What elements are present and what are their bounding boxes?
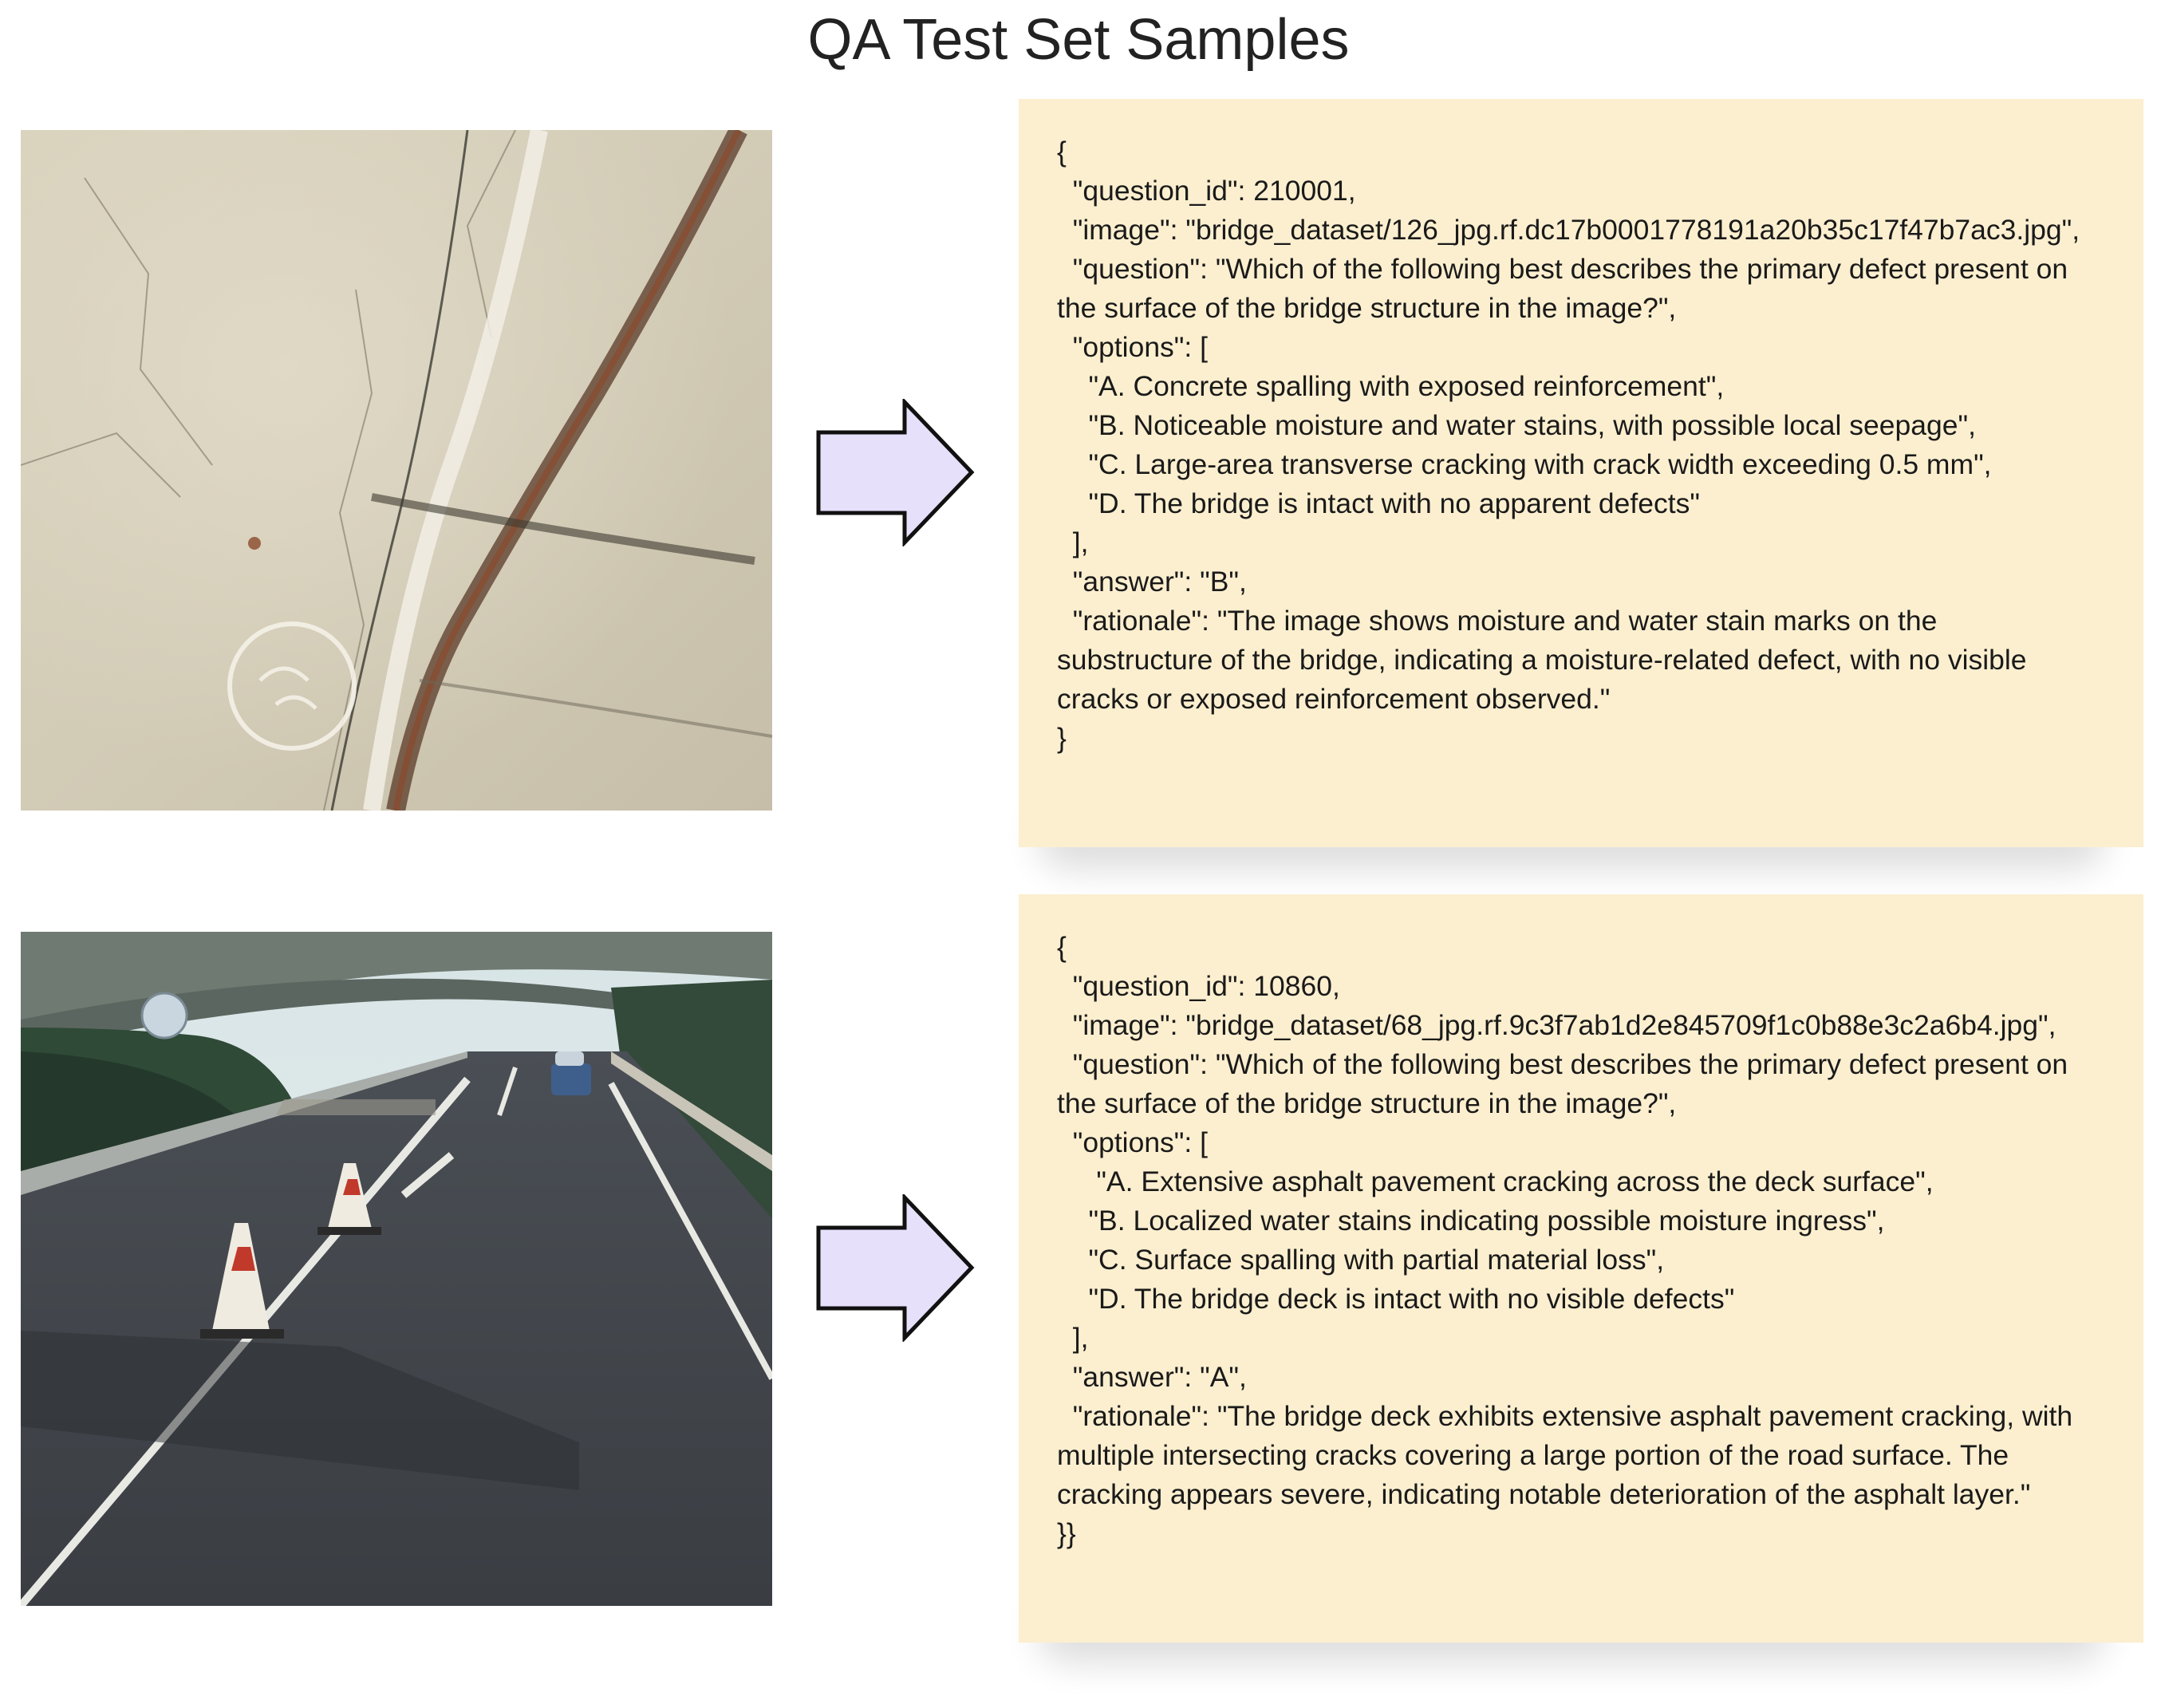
right-arrow-icon: [815, 399, 975, 546]
qa-sample-card-2: [1019, 894, 2143, 1643]
sample-2-photo: [21, 932, 772, 1606]
qa-json-text: { "question_id": 10860, "image": "bridge_dataset/68_jpg.rf.9c3f7ab1d2e845709f1c0b88e3c2a6b4.jpg", "question": "Which of the following best describes the primary defect present on the surface of the bridge structure in the image?", "options": [ "A. Extensive asphalt pavement cracking across the deck surface", "B. Localized water stains indicating possible moisture ingress", "C. Surface spalling with partial material loss", "D. The bridge deck is intact with no visible defects" ], "answer": "A", "rationale": "The bridge deck exhibits extensive asphalt pavement cracking, with multiple intersecting cracks covering a large portion of the road surface. The cracking appears severe, indicating notable deterioration of the asphalt layer." }}: [1057, 931, 2073, 1549]
arrow-shape: [818, 402, 972, 542]
page-title: QA Test Set Samples: [807, 8, 1350, 72]
qa-json-text: { "question_id": 210001, "image": "bridge_dataset/126_jpg.rf.dc17b0001778191a20b35c17f47b7ac3.jpg", "question": "Which of the following best describes the primary defect present on the surface of the bridge structure in the image?", "options": [ "A. Concrete spalling with exposed reinforcement", "B. Noticeable moisture and water stains, with possible local seepage", "C. Large-area transverse cracking with crack width exceeding 0.5 mm", "D. The bridge is intact with no apparent defects" ], "answer": "B", "rationale": "The image shows moisture and water stain marks on the substructure of the bridge, indicating a moisture-related defect, with no visible cracks or exposed reinforcement observed." }: [1057, 136, 2080, 754]
highway-scene-image: [21, 932, 772, 1606]
qa-sample-card-1: [1019, 99, 2143, 847]
arrow-shape: [818, 1197, 972, 1338]
right-arrow-icon: [815, 1194, 975, 1342]
sample-1-photo: [21, 130, 772, 811]
concrete-surface-image: [21, 130, 772, 811]
